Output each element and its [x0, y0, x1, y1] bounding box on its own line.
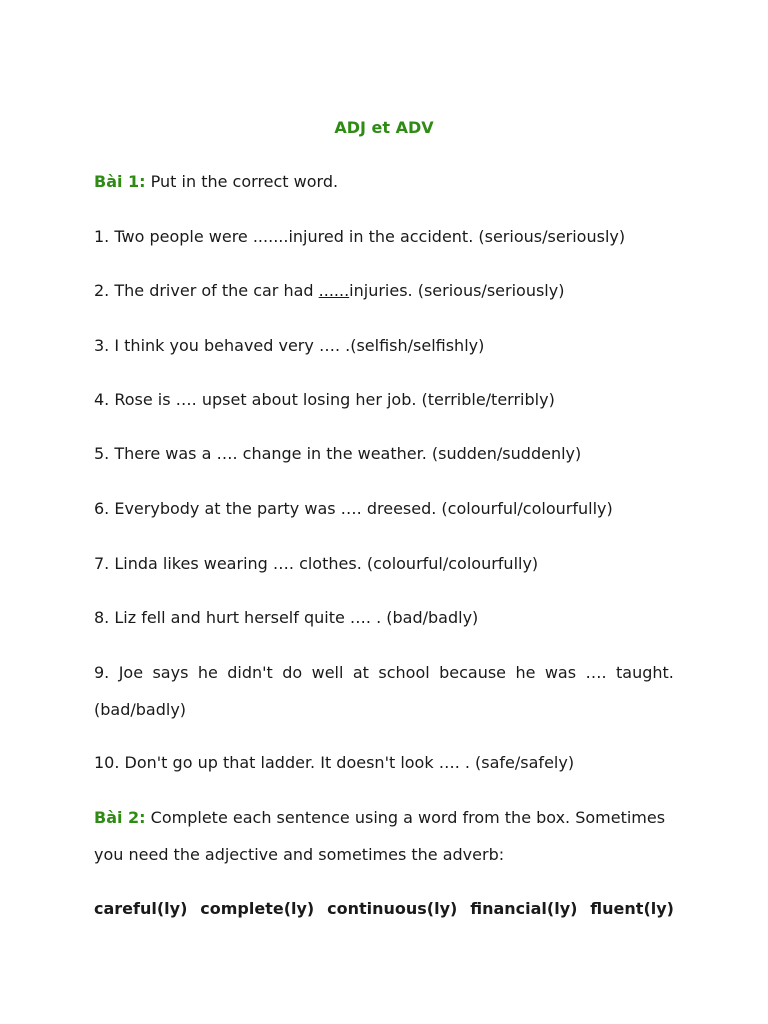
word-box-item: continuous(ly) — [327, 899, 458, 918]
word-box-item: financial(ly) — [470, 899, 578, 918]
item-9-word: well — [311, 663, 344, 682]
item-9-word: Joe — [118, 663, 144, 682]
exercise1-item-7: 7. Linda likes wearing …. clothes. (colourful/colourfully) — [94, 554, 539, 573]
item-9-word: do — [282, 663, 303, 682]
exercise1-item-6: 6. Everybody at the party was …. dreesed. (colourful/colourfully) — [94, 499, 613, 518]
item-9-word: taught. — [616, 663, 674, 682]
exercise1-item-3: 3. I think you behaved very …. .(selfish/selfishly) — [94, 336, 485, 355]
exercise1-heading — [94, 170, 674, 194]
item-2-text-before: 2. The driver of the car had — [94, 281, 319, 300]
exercise2-instruction-line2: you need the adjective and sometimes the adverb: — [94, 845, 505, 864]
exercise1-item-9-line1 — [94, 661, 674, 685]
exercise2-heading-line1 — [94, 806, 674, 830]
word-box-item: complete(ly) — [200, 899, 315, 918]
exercise1-item-9-line2: (bad/badly) — [94, 700, 187, 719]
item-9-word: says — [152, 663, 189, 682]
exercise1-item-8: 8. Liz fell and hurt herself quite …. . (bad/badly) — [94, 608, 479, 627]
exercise1-item-2 — [94, 279, 674, 303]
item-2-text-after: injuries. (serious/seriously) — [349, 281, 565, 300]
item-9-word: was — [544, 663, 577, 682]
item-9-word: because — [439, 663, 507, 682]
item-2-blank: ...... — [318, 281, 350, 300]
exercise1-item-5: 5. There was a …. change in the weather. (sudden/suddenly) — [94, 444, 582, 463]
exercise1-instruction: Put in the correct word. — [150, 172, 339, 191]
word-box-item: careful(ly) — [94, 899, 188, 918]
exercise1-label: Bài 1: — [94, 172, 146, 191]
item-9-word: at — [352, 663, 369, 682]
word-box — [94, 897, 674, 921]
exercise2-instruction-line1: Complete each sentence using a word from the box. Sometimes — [150, 808, 666, 827]
word-box-item: fluent(ly) — [590, 899, 674, 918]
item-9-word: he — [515, 663, 536, 682]
exercise2-heading-start — [94, 806, 665, 830]
exercise1-item-4: 4. Rose is …. upset about losing her job. (terrible/terribly) — [94, 390, 555, 409]
item-9-word: he — [197, 663, 218, 682]
item-9-word: school — [378, 663, 430, 682]
item-9-word: didn't — [227, 663, 273, 682]
exercise1-item-10: 10. Don't go up that ladder. It doesn't look …. . (safe/safely) — [94, 753, 575, 772]
exercise2-label: Bài 2: — [94, 808, 146, 827]
exercise1-item-1: 1. Two people were .......injured in the accident. (serious/seriously) — [94, 227, 626, 246]
item-9-word: …. — [585, 663, 607, 682]
item-9-word: 9. — [94, 663, 110, 682]
document-title: ADJ et ADV — [334, 118, 434, 137]
